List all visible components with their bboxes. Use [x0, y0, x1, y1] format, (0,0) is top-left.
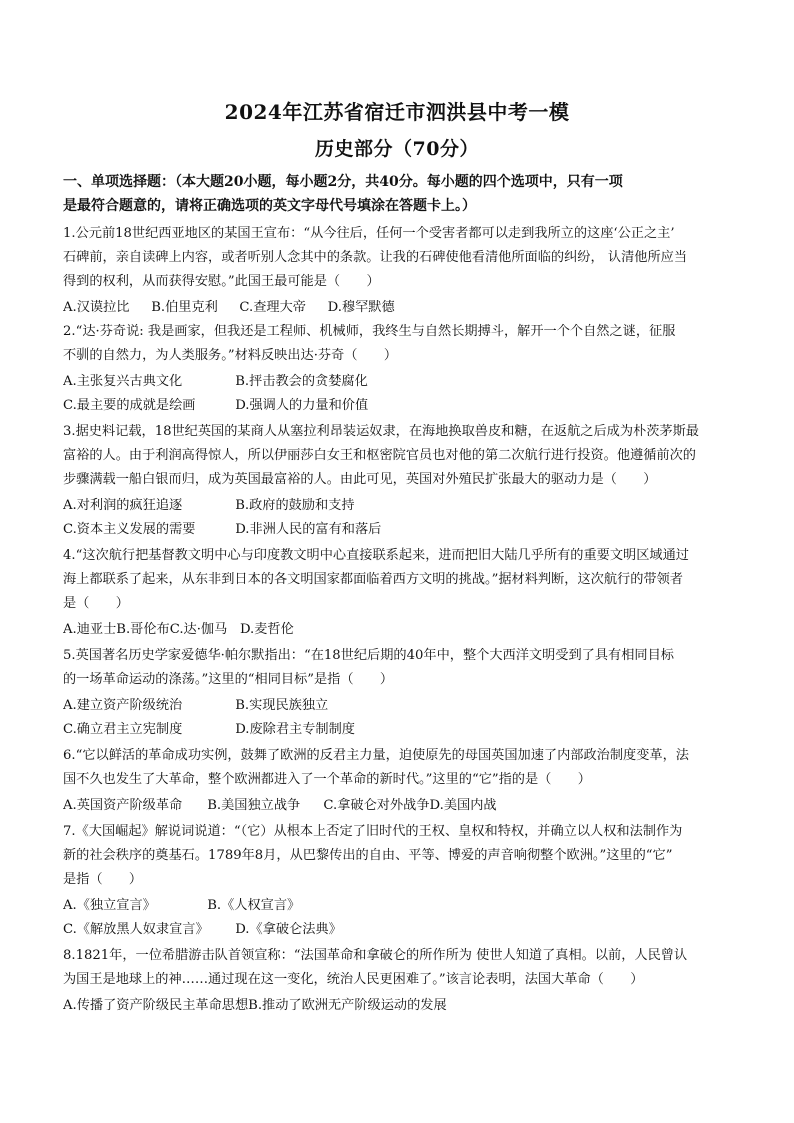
option-d[interactable]: D.强调人的力量和价值	[235, 398, 369, 413]
option-a[interactable]: A.传播了资产阶级民主革命思想	[63, 998, 249, 1013]
question-text-line: 1.公元前18世纪西亚地区的某国王宣布：“从今往后，任何一个受害者都可以走到我所立的这座‘公正之主’	[63, 226, 675, 241]
option-b[interactable]: B.政府的鼓励和支持	[235, 498, 355, 513]
section-heading-line-2: 是最符合题意的，请将正确选项的英文字母代号填涂在答题卡上。）	[63, 198, 476, 214]
question-text-line: 得到的权利，从而获得安慰。”此国王最可能是（ ）	[63, 274, 380, 289]
question-text-line: 步骤满载一船白银而归，成为英国最富裕的人。由此可见，英国对外殖民扩张最大的驱动力是（ ）	[63, 472, 657, 487]
options-row	[63, 920, 739, 940]
option-b[interactable]: B.《人权宣言》	[207, 898, 301, 913]
option-c[interactable]: C.查理大帝	[239, 300, 306, 315]
question-text-line: 3.据史料记载，18世纪英国的某商人从塞拉利昂装运奴隶，在海地换取兽皮和糖，在返航之后成为朴茨茅斯最	[63, 424, 699, 439]
options-row	[63, 796, 739, 816]
option-a[interactable]: A.汉谟拉比	[63, 300, 130, 315]
option-b[interactable]: B.实现民族独立	[235, 698, 329, 713]
option-b[interactable]: B.美国独立战争	[207, 798, 301, 813]
options-row	[63, 996, 739, 1016]
option-b[interactable]: B.哥伦布	[116, 622, 170, 637]
option-a[interactable]: A.建立资产阶级统治	[63, 698, 183, 713]
options-row	[63, 720, 739, 740]
option-a[interactable]: A.主张复兴古典文化	[63, 374, 183, 389]
exam-title: 2024年江苏省宿迁市泗洪县中考一模	[224, 100, 570, 124]
option-d[interactable]: D.非洲人民的富有和落后	[235, 522, 382, 537]
question-text-line: 国不久也发生了大革命，整个欧洲都进入了一个革命的新时代。”这里的“它”指的是（ ）	[63, 772, 591, 787]
option-d[interactable]: D.废除君主专制制度	[235, 722, 355, 737]
question-text-line: 7.《大国崛起》解说词说道：“（它）从根本上否定了旧时代的王权、皇权和特权，并确立以人权和法制作为	[63, 824, 683, 839]
option-c[interactable]: C.资本主义发展的需要	[63, 522, 196, 537]
option-b[interactable]: B.伯里克利	[151, 300, 218, 315]
options-row	[63, 372, 739, 392]
question-text-line: 新的社会秩序的奠基石。1789年8月，从巴黎传出的自由、平等、博爱的声音响彻整个欧洲。”这里的“它”	[63, 848, 673, 863]
option-b[interactable]: B.抨击教会的贪婪腐化	[235, 374, 368, 389]
option-b[interactable]: B.推动了欧洲无产阶级运动的发展	[248, 998, 447, 1013]
section-subtitle: 历史部分（70分）	[315, 138, 479, 160]
question-text-line: 4.“这次航行把基督教文明中心与印度教文明中心直接联系起来，进而把旧大陆几乎所有的重要文明区域通过	[63, 548, 689, 563]
option-a[interactable]: A.对利润的疯狂追逐	[63, 498, 183, 513]
question-text-line: 6.“它以鲜活的革命成功实例，鼓舞了欧洲的反君主力量，迫使原先的母国英国加速了内部政治制度变革，法	[63, 748, 689, 763]
option-c[interactable]: C.达·伽马	[169, 622, 228, 637]
option-a[interactable]: A.《独立宣言》	[63, 898, 156, 913]
options-row	[63, 298, 739, 318]
option-c[interactable]: C.最主要的成就是绘画	[63, 398, 196, 413]
options-row	[63, 520, 739, 540]
question-text-line: 海上都联系了起来，从东非到日本的各文明国家都面临着西方文明的挑战。”据材料判断，这次航行的带领者	[63, 572, 683, 587]
options-row	[63, 620, 739, 640]
options-row	[63, 396, 739, 416]
question-text-line: 为国王是地球上的神……通过现在这一变化，统治人民更困难了。”该言论表明，法国大革命（ ）	[63, 972, 644, 987]
options-row	[63, 496, 739, 516]
option-a[interactable]: A.迪亚士	[63, 622, 117, 637]
question-text-line: 石碑前，亲自读碑上内容，或者听别人念其中的条款。让我的石碑使他看清他所面临的纠纷， 认清他所应当	[63, 250, 688, 265]
option-d[interactable]: D.美国内战	[429, 798, 497, 813]
section-heading-line-1: 一、单项选择题：（本大题20小题，每小题2分，共40分。每小题的四个选项中，只有一项	[63, 174, 623, 190]
option-d[interactable]: D.麦哲伦	[239, 622, 294, 637]
question-text-line: 富裕的人。由于利润高得惊人，所以伊丽莎白女王和枢密院官员也对他的第二次航行进行投资。他遵循前次的	[63, 448, 696, 463]
question-text-line: 是（ ）	[63, 596, 129, 611]
option-d[interactable]: D.《拿破仑法典》	[235, 922, 342, 937]
question-text-line: 是指（ ）	[63, 872, 143, 887]
option-d[interactable]: D.穆罕默德	[327, 300, 395, 315]
question-text-line: 不驯的自然力，为人类服务。”材料反映出达·芬奇（ ）	[63, 348, 398, 363]
option-c[interactable]: C.《解放黑人奴隶宣言》	[63, 922, 209, 937]
option-c[interactable]: C.拿破仑对外战争	[323, 798, 430, 813]
question-text-line: 的一场革命运动的涤荡。”这里的“相同目标”是指（ ）	[63, 672, 394, 687]
question-text-line: 8.1821年，一位希腊游击队首领宣称：“法国革命和拿破仑的所作所为 使世人知道了真相。以前，人民曾认	[63, 948, 688, 963]
option-c[interactable]: C.确立君主立宪制度	[63, 722, 183, 737]
question-text-line: 2.“达·芬奇说: 我是画家，但我还是工程师、机械师，我终生与自然长期搏斗，解开一个个自然之谜，征服	[63, 324, 676, 339]
question-text-line: 5.英国著名历史学家爱德华·帕尔默指出：“在18世纪后期的40年中，整个大西洋文明受到了具有相同目标	[63, 648, 674, 663]
options-row	[63, 896, 739, 916]
option-a[interactable]: A.英国资产阶级革命	[63, 798, 183, 813]
options-row	[63, 696, 739, 716]
